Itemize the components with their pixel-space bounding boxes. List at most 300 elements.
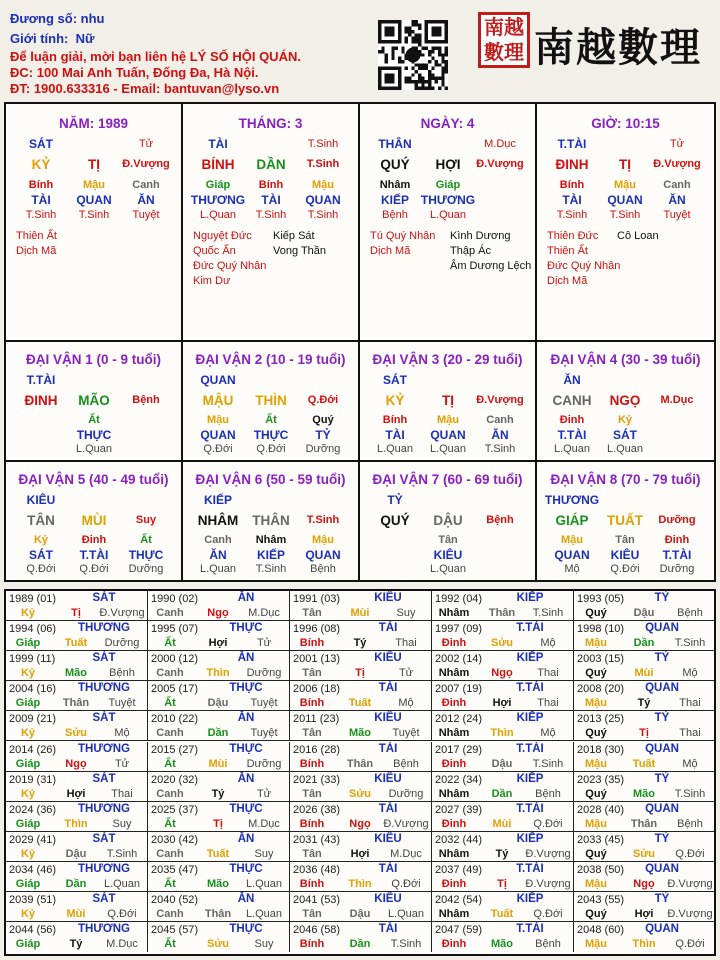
year-label: 2030 (42) (151, 833, 199, 846)
hidden-stem: Canh (486, 414, 514, 426)
hidden-ten-god: ĂN (668, 193, 686, 207)
stars-right-list (273, 229, 326, 259)
hidden-stem: Mậu (561, 534, 583, 546)
stars-left-list (16, 229, 57, 259)
year-stem: Bính (299, 877, 325, 890)
year-life-stage: Thai (537, 697, 559, 710)
year-stem: Đinh (441, 877, 467, 890)
dai-van-state: Q.Đới (307, 394, 339, 406)
brand-logo: 南越數理 (534, 24, 702, 71)
year-ten-god: KIẾP (516, 592, 544, 604)
hidden-life-stage: T.Sinh (609, 209, 641, 221)
year-label: 2015 (27) (151, 743, 199, 756)
year-ten-god: T.TÀI (516, 923, 544, 936)
pillar-top-star: SÁT (29, 137, 53, 151)
year-cell (148, 621, 290, 651)
year-stem: Kỷ (20, 908, 36, 920)
year-cell (148, 742, 290, 772)
year-branch: Sửu (348, 787, 372, 800)
year-ten-god: KIÊU (374, 592, 402, 604)
year-cell (148, 922, 290, 952)
stars-right-list (450, 229, 531, 274)
dai-van-star: THƯƠNG (544, 493, 600, 507)
hidden-ten-god: QUAN (305, 548, 341, 562)
year-label: 2034 (46) (9, 863, 57, 876)
year-cell (290, 772, 432, 802)
year-life-stage: Đ.Vượng (525, 847, 571, 860)
year-cell (574, 742, 714, 772)
year-cell (6, 922, 148, 952)
year-ten-god: ĂN (237, 772, 255, 785)
stars-left-list (193, 229, 266, 289)
year-life-stage: Mộ (114, 727, 130, 740)
hidden-stem: Canh (204, 534, 232, 546)
year-label: 1994 (06) (9, 623, 57, 636)
hidden-ten-god: ĂN (209, 548, 227, 562)
year-stem: Tân (302, 847, 322, 860)
hidden-stem: Nhâm (379, 179, 411, 191)
hidden-ten-god: T.TÀI (662, 548, 692, 562)
year-label: 2017 (29) (435, 743, 483, 756)
year-ten-god: THƯƠNG (78, 923, 130, 936)
year-branch: Thân (488, 607, 516, 619)
year-life-stage: Tử (256, 637, 272, 650)
hidden-stem: Đinh (664, 534, 690, 546)
year-stem: Canh (156, 847, 184, 860)
year-life-stage: M.Dục (106, 938, 138, 951)
hidden-stem: Kỷ (617, 414, 633, 426)
year-cell (432, 892, 574, 922)
year-life-stage: Thai (111, 787, 133, 800)
year-stem: Kỷ (20, 667, 36, 680)
hidden-ten-god: QUAN (305, 193, 341, 207)
year-label: 2020 (32) (151, 773, 199, 786)
year-branch: Dần (491, 787, 513, 800)
star-item: Cô Loan (617, 230, 659, 242)
hidden-life-stage: L.Quan (75, 443, 113, 455)
year-life-stage: L.Quan (245, 908, 283, 920)
year-cell (574, 711, 714, 741)
year-life-stage: M.Dục (390, 847, 422, 860)
year-branch: Tuất (206, 847, 230, 860)
year-branch: Tị (639, 727, 649, 740)
dai-van-8 (537, 462, 714, 580)
hidden-life-stage: Bệnh (310, 563, 336, 575)
year-life-stage: Đ.Vượng (99, 607, 145, 619)
year-life-stage: Tử (256, 787, 272, 800)
year-ten-god: THƯƠNG (78, 802, 130, 815)
year-stem: Canh (156, 667, 184, 680)
year-branch: Mùi (208, 757, 228, 770)
year-cell (6, 892, 148, 922)
year-ten-god: KIẾP (516, 772, 544, 785)
year-branch: Tý (353, 637, 367, 650)
year-branch: Ngọ (207, 607, 229, 619)
pillar-heavenly-stem: ĐINH (555, 157, 589, 172)
year-life-stage: Dưỡng (388, 787, 424, 800)
pillar-heavenly-stem: KỶ (31, 157, 51, 172)
year-ten-god: THỰC (229, 923, 263, 936)
year-label: 1995 (07) (151, 623, 199, 636)
year-life-stage: Mộ (682, 757, 698, 770)
star-item: Quốc Ấn (193, 245, 236, 257)
hidden-stem: Giáp (435, 179, 461, 191)
year-branch: Tị (71, 607, 81, 619)
year-branch: Hợi (350, 847, 370, 860)
hidden-stem: Giáp (205, 179, 231, 191)
year-branch: Mão (491, 938, 513, 951)
year-cell (432, 621, 574, 651)
year-cell (574, 802, 714, 832)
dai-van-stem: MẬU (202, 393, 234, 408)
pillar-title: NGÀY: 4 (420, 116, 475, 131)
year-cell (290, 651, 432, 681)
year-cell (148, 892, 290, 922)
year-ten-god: KIÊU (374, 893, 402, 905)
qr-code-icon (378, 20, 448, 90)
year-stem: Giáp (15, 757, 41, 770)
year-label: 2031 (43) (293, 833, 341, 846)
year-stem: Giáp (15, 877, 41, 890)
year-label: 2018 (30) (577, 743, 625, 756)
hidden-life-stage: Tuyệt (132, 209, 160, 221)
hidden-life-stage: L.Quan (429, 209, 467, 221)
year-stem: Canh (156, 908, 184, 920)
year-stem: Nhâm (438, 847, 470, 860)
year-branch: Mão (65, 667, 87, 680)
year-cell (290, 892, 432, 922)
hidden-stem: Ất (265, 414, 277, 426)
hidden-stem: Ất (140, 534, 152, 546)
year-ten-god: KIÊU (374, 832, 402, 845)
hidden-ten-god: THỰC (128, 548, 164, 562)
year-stem: Tân (302, 908, 322, 920)
hidden-life-stage: T.Sinh (25, 209, 57, 221)
dai-van-star: KIẾP (203, 493, 233, 507)
pillar-2 (183, 104, 360, 342)
dai-van-star: ĂN (563, 373, 581, 387)
year-branch: Dần (207, 727, 229, 740)
year-branch: Dậu (65, 847, 87, 860)
year-label: 2011 (23) (293, 713, 340, 726)
hidden-ten-god: QUAN (200, 428, 236, 442)
star-item: Thập Ác (450, 245, 491, 257)
year-cell (432, 862, 574, 892)
year-life-stage: Q.Đới (675, 938, 705, 951)
year-branch: Sửu (64, 727, 88, 740)
pillar-top-star: THÂN (378, 137, 412, 151)
year-label: 1996 (08) (293, 623, 341, 636)
dai-van-stem: ĐINH (24, 393, 58, 408)
pillar-top-life: T.Sinh (307, 138, 339, 150)
star-item: Nguyệt Đức (193, 230, 252, 242)
year-ten-god: ĂN (237, 893, 255, 905)
year-cell (148, 802, 290, 832)
year-stem: Mậu (585, 938, 607, 951)
star-item: Tú Quý Nhân (370, 230, 436, 242)
hidden-ten-god: KIẾP (256, 548, 286, 562)
pillar-top-star: TÀI (208, 137, 228, 151)
year-ten-god: TÀI (378, 742, 398, 755)
year-cell (148, 651, 290, 681)
hidden-ten-god: T.TÀI (557, 428, 587, 442)
year-stem: Bính (299, 637, 325, 650)
year-stem: Bính (299, 817, 325, 830)
year-stem: Bính (299, 757, 325, 770)
year-branch: Sửu (632, 847, 656, 860)
year-ten-god: THỰC (229, 622, 263, 635)
year-branch: Ngọ (491, 667, 513, 680)
hidden-stem: Mậu (83, 179, 105, 191)
star-item: Âm Dương Lệch (450, 260, 532, 272)
pillar-earthly-branch: DẦN (256, 157, 286, 172)
year-life-stage: Tử (398, 667, 414, 680)
year-cell (574, 591, 714, 621)
year-life-stage: Q.Đới (533, 908, 563, 920)
year-label: 2023 (35) (577, 773, 625, 786)
pillar-state: T.Sinh (306, 158, 340, 170)
year-cell (290, 832, 432, 862)
hidden-life-stage: T.Sinh (307, 209, 339, 221)
year-stem: Canh (156, 787, 184, 800)
year-label: 2006 (18) (293, 683, 341, 696)
year-label: 2035 (47) (151, 863, 199, 876)
dai-van-state: Bệnh (132, 394, 160, 406)
year-label: 2033 (45) (577, 833, 625, 846)
hidden-stem: Đinh (81, 534, 107, 546)
pillar-state: Đ.Vượng (476, 158, 524, 170)
hidden-stem: Đinh (559, 414, 585, 426)
year-ten-god: TÀI (378, 622, 398, 635)
year-cell (432, 711, 574, 741)
year-branch: Sửu (206, 938, 230, 951)
star-item: Vong Thần (273, 245, 327, 257)
year-stem: Mậu (585, 757, 607, 770)
year-label: 1990 (02) (151, 593, 199, 605)
year-label: 2004 (16) (9, 683, 57, 696)
year-label: 2007 (19) (435, 683, 483, 696)
year-life-stage: Suy (112, 817, 132, 830)
year-ten-god: TÀI (378, 682, 398, 695)
year-stem: Đinh (441, 757, 467, 770)
year-life-stage: Q.Đới (533, 817, 563, 830)
year-branch: Thìn (632, 938, 656, 951)
year-label: 2027 (39) (435, 803, 483, 816)
year-cell (148, 832, 290, 862)
year-stem: Ất (164, 637, 176, 650)
year-cell (6, 742, 148, 772)
year-cell (432, 802, 574, 832)
star-item: Kình Dương (450, 230, 511, 242)
hidden-stem: Bính (28, 179, 54, 191)
year-branch: Thìn (206, 667, 230, 680)
hidden-life-stage: T.Sinh (556, 209, 588, 221)
year-branch: Hợi (66, 787, 86, 800)
year-life-stage: Dưỡng (246, 757, 282, 770)
hidden-stem: Ất (88, 414, 100, 426)
year-stem: Quý (585, 908, 607, 920)
hidden-life-stage: T.Sinh (484, 443, 516, 455)
hidden-life-stage: Q.Đới (256, 443, 286, 455)
year-label: 2044 (56) (9, 924, 57, 937)
pillar-earthly-branch: TỊ (88, 157, 100, 172)
dai-van-star: KIÊU (26, 493, 56, 507)
year-branch: Dậu (349, 908, 371, 920)
year-branch: Thân (204, 908, 232, 920)
year-branch: Tý (495, 847, 509, 860)
year-stem: Giáp (15, 938, 41, 951)
dai-van-title: ĐẠI VẬN 4 (30 - 39 tuổi) (550, 352, 701, 367)
year-branch: Ngọ (65, 757, 87, 770)
year-stem: Quý (585, 847, 607, 860)
year-branch: Tuất (490, 908, 514, 920)
year-life-stage: Đ.Vượng (383, 817, 429, 830)
star-item: Thiên Đức (547, 230, 599, 242)
year-stem: Ất (164, 877, 176, 890)
pillar-top-life: Tử (669, 138, 685, 150)
year-ten-god: TÀI (378, 923, 398, 936)
year-branch: Dậu (207, 697, 229, 710)
year-label: 2022 (34) (435, 773, 483, 786)
year-stem: Quý (585, 787, 607, 800)
pillar-top-life: Tử (138, 138, 154, 150)
hidden-life-stage: Q.Đới (203, 443, 233, 455)
year-ten-god: THỰC (229, 682, 263, 695)
dai-van-title: ĐẠI VẬN 5 (40 - 49 tuổi) (18, 472, 169, 487)
year-life-stage: T.Sinh (532, 607, 564, 619)
year-life-stage: Dưỡng (246, 667, 282, 680)
year-label: 2043 (55) (577, 894, 625, 906)
year-label: 2001 (13) (293, 653, 341, 666)
hidden-ten-god: ĂN (137, 193, 155, 207)
year-ten-god: KIÊU (374, 652, 402, 665)
dai-van-2 (183, 342, 360, 462)
year-label: 2026 (38) (293, 803, 341, 816)
hidden-ten-god: QUAN (76, 193, 112, 207)
year-label: 2019 (31) (9, 773, 57, 786)
year-ten-god: QUAN (645, 682, 679, 695)
hidden-stem: Bính (258, 179, 284, 191)
year-life-stage: Q.Đới (391, 877, 421, 890)
year-life-stage: Dưỡng (104, 637, 140, 650)
year-branch: Dần (633, 637, 655, 650)
dai-van-stem: NHÂM (197, 513, 239, 528)
year-life-stage: Bệnh (109, 667, 135, 680)
dai-van-star: SÁT (383, 373, 407, 387)
year-ten-god: THỰC (229, 862, 263, 875)
year-branch: Thân (62, 697, 90, 710)
hidden-stem: Canh (663, 179, 691, 191)
dai-van-branch: THÂN (252, 513, 290, 528)
dai-van-6 (183, 462, 360, 580)
dai-van-stem: KỶ (385, 393, 405, 408)
year-cell (6, 621, 148, 651)
year-ten-god: T.TÀI (516, 622, 544, 635)
year-branch: Thân (630, 817, 658, 830)
year-label: 1999 (11) (9, 653, 56, 666)
year-life-stage: Đ.Vượng (667, 877, 713, 890)
year-ten-god: KIẾP (516, 893, 544, 905)
year-life-stage: Thai (679, 727, 701, 740)
year-cell (6, 651, 148, 681)
hidden-ten-god: THỰC (76, 428, 112, 442)
dai-van-1 (6, 342, 183, 462)
hidden-life-stage: L.Quan (553, 443, 591, 455)
year-ten-god: SÁT (92, 712, 116, 725)
pillar-heavenly-stem: BÍNH (201, 157, 235, 172)
year-label: 2042 (54) (435, 894, 483, 906)
year-cell (432, 742, 574, 772)
year-stem: Nhâm (438, 908, 470, 920)
dai-van-state: Dưỡng (658, 514, 696, 526)
year-branch: Dậu (633, 607, 655, 619)
dai-van-stem: QUÝ (380, 513, 410, 528)
year-ten-god: THƯƠNG (78, 682, 130, 695)
dai-van-4 (537, 342, 714, 462)
year-cell (290, 621, 432, 651)
year-ten-god: TỶ (654, 592, 670, 604)
year-branch: Mùi (350, 607, 370, 619)
star-item: Kiếp Sát (273, 230, 315, 242)
hidden-stem: Kỷ (33, 534, 49, 546)
year-life-stage: L.Quan (245, 877, 283, 890)
year-life-stage: Q.Đới (107, 908, 137, 920)
dai-van-branch: MÃO (78, 393, 110, 408)
year-label: 1993 (05) (577, 593, 625, 605)
year-cell (574, 651, 714, 681)
year-life-stage: Suy (254, 938, 274, 951)
year-stem: Ất (164, 757, 176, 770)
year-ten-god: QUAN (645, 742, 679, 755)
year-cell (6, 591, 148, 621)
hidden-ten-god: QUAN (554, 548, 590, 562)
year-label: 2016 (28) (293, 743, 341, 756)
hidden-ten-god: QUAN (607, 193, 643, 207)
dai-van-title: ĐẠI VẬN 1 (0 - 9 tuổi) (25, 352, 161, 367)
year-life-stage: Bệnh (535, 787, 561, 800)
hidden-stem: Mậu (437, 414, 459, 426)
year-cell (574, 892, 714, 922)
dai-van-stem: GIÁP (555, 513, 589, 528)
year-ten-god: QUAN (645, 923, 679, 936)
year-life-stage: Thai (537, 667, 559, 680)
hidden-life-stage: Q.Đới (610, 563, 640, 575)
year-cell (574, 772, 714, 802)
hidden-ten-god: TÀI (31, 193, 51, 207)
year-label: 2028 (40) (577, 803, 625, 816)
year-cell (290, 862, 432, 892)
year-cell (290, 681, 432, 711)
hidden-ten-god: KIÊU (433, 548, 463, 562)
gender-value: Nữ (75, 31, 95, 46)
year-life-stage: Bệnh (677, 607, 703, 619)
hidden-life-stage: L.Quan (429, 563, 467, 575)
pillar-title: GIỜ: 10:15 (591, 116, 660, 131)
year-label: 1989 (01) (9, 593, 57, 605)
year-life-stage: T.Sinh (532, 757, 564, 770)
chart-main-grid (4, 102, 716, 582)
year-stem: Đinh (441, 697, 467, 710)
hidden-ten-god: TÀI (261, 193, 281, 207)
year-cell (574, 621, 714, 651)
pillar-1 (6, 104, 183, 342)
hidden-stem: Canh (132, 179, 160, 191)
year-stem: Mậu (585, 697, 607, 710)
hidden-stem: Bính (382, 414, 408, 426)
year-stem: Bính (299, 697, 325, 710)
year-label: 2032 (44) (435, 833, 483, 846)
star-item: Dịch Mã (547, 275, 588, 287)
